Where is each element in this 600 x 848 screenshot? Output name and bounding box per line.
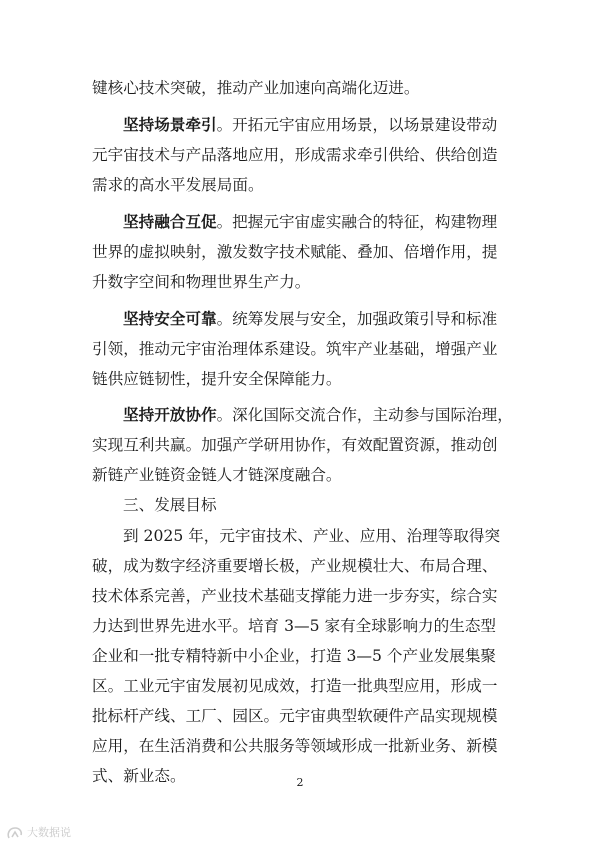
text-segment: 世界的虚拟映射，激发数字技术赋能、叠加、倍增作用，提 <box>92 243 498 261</box>
principle-title: 坚持融合互促 <box>123 213 217 231</box>
text-line <box>92 364 600 394</box>
text-segment: 实现互利共赢。加强产学研用协作，有效配置资源，推动创 <box>92 436 498 454</box>
text-line <box>92 237 600 267</box>
text-segment: 。把握元宇宙虚实融合的特征，构建物理 <box>216 213 498 231</box>
text-segment: 式、新业态。 <box>92 767 186 785</box>
principle-title: 坚持场景牵引 <box>123 116 217 134</box>
text-line <box>123 521 600 551</box>
text-segment: 引领，推动元宇宙治理体系建设。筑牢产业基础，增强产业 <box>92 340 498 358</box>
text-line <box>123 110 600 140</box>
text-segment: 企业和一批专精特新中小企业，打造 3—5 个产业发展集聚 <box>92 647 497 665</box>
watermark-logo-icon <box>6 825 24 841</box>
text-line <box>92 170 600 200</box>
text-line <box>92 430 600 460</box>
text-segment: 力达到世界先进水平。培育 3—5 家有全球影响力的生态型 <box>92 617 497 635</box>
text-line <box>92 334 600 364</box>
text-line <box>123 400 600 430</box>
text-line <box>92 731 600 761</box>
text-segment: 技术体系完善，产业技术基础支撑能力进一步夯实，综合实 <box>92 587 498 605</box>
page-number: 2 <box>296 776 304 789</box>
principle-title: 坚持开放协作 <box>123 406 217 424</box>
text-line <box>92 460 600 490</box>
text-line <box>123 304 600 334</box>
text-line <box>92 671 600 701</box>
text-segment: 应用，在生活消费和公共服务等领域形成一批新业务、新模 <box>92 737 498 755</box>
text-segment: 新链产业链资金链人才链深度融合。 <box>92 466 342 484</box>
text-line <box>92 611 600 641</box>
text-segment: 。开拓元宇宙应用场景，以场景建设带动 <box>216 116 498 134</box>
text-line <box>92 140 600 170</box>
text-segment: 到 2025 年，元宇宙技术、产业、应用、治理等取得突 <box>123 527 501 545</box>
text-segment: 升数字空间和物理世界生产力。 <box>92 273 311 291</box>
principle-title: 坚持安全可靠 <box>123 310 217 328</box>
text-segment: 区。工业元宇宙发展初见成效，打造一批典型应用，形成一 <box>92 677 498 695</box>
text-line <box>92 581 600 611</box>
text-line <box>92 641 600 671</box>
text-segment: 键核心技术突破，推动产业加速向高端化迈进。 <box>92 79 420 97</box>
text-segment: 需求的高水平发展局面。 <box>92 176 264 194</box>
section-heading <box>123 490 600 520</box>
text-segment: 。深化国际交流合作，主动参与国际治理， <box>216 406 513 424</box>
text-line <box>92 73 600 103</box>
text-line <box>92 267 600 297</box>
text-segment: 三、发展目标 <box>123 496 217 514</box>
text-segment: 破，成为数字经济重要增长极，产业规模壮大、布局合理、 <box>92 557 498 575</box>
text-segment: 链供应链韧性，提升安全保障能力。 <box>92 370 342 388</box>
text-segment: 。统筹发展与安全，加强政策引导和标准 <box>216 310 498 328</box>
text-segment: 元宇宙技术与产品落地应用，形成需求牵引供给、供给创造 <box>92 146 498 164</box>
text-line <box>92 551 600 581</box>
text-segment: 批标杆产线、工厂、园区。元宇宙典型软硬件产品实现规模 <box>92 707 498 725</box>
watermark <box>6 824 71 842</box>
text-line <box>92 701 600 731</box>
watermark-text: 大数据说 <box>27 826 71 839</box>
text-line <box>123 207 600 237</box>
